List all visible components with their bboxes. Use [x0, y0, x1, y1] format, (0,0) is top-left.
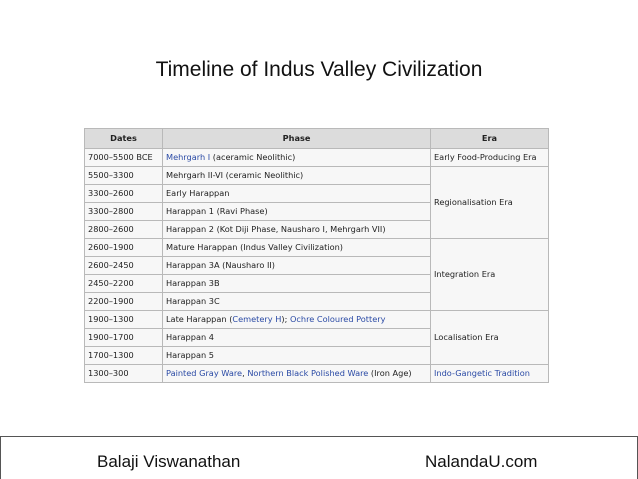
phase-text: Mature Harappan (Indus Valley Civilization)	[166, 242, 343, 252]
dates-cell: 2600–2450	[85, 257, 163, 275]
phase-cell	[163, 203, 431, 221]
dates-cell: 5500–3300	[85, 167, 163, 185]
footer-left-border	[0, 437, 1, 479]
dates-cell: 7000–5500 BCE	[85, 149, 163, 167]
phase-link[interactable]: Cemetery H	[232, 314, 282, 324]
phase-cell	[163, 239, 431, 257]
dates-cell: 1900–1700	[85, 329, 163, 347]
phase-cell	[163, 329, 431, 347]
era-cell	[431, 167, 549, 239]
era-label: Early Food-Producing Era	[434, 152, 537, 162]
timeline-table	[84, 128, 549, 383]
dates-cell: 1700–1300	[85, 347, 163, 365]
table-body	[85, 149, 549, 383]
phase-text: Late Harappan (	[166, 314, 233, 324]
phase-cell	[163, 167, 431, 185]
header-era: Era	[431, 129, 549, 149]
era-label: Integration Era	[434, 269, 496, 279]
era-cell	[431, 149, 549, 167]
table-row	[85, 365, 549, 383]
phase-cell	[163, 185, 431, 203]
table-row	[85, 311, 549, 329]
phase-cell	[163, 257, 431, 275]
phase-cell	[163, 365, 431, 383]
phase-text: Harappan 5	[166, 350, 214, 360]
footer-divider	[0, 436, 638, 437]
dates-cell: 2200–1900	[85, 293, 163, 311]
table-row	[85, 167, 549, 185]
phase-cell	[163, 149, 431, 167]
phase-text: Harappan 3B	[166, 278, 220, 288]
table-header-row	[85, 129, 549, 149]
phase-text: Harappan 3A (Nausharo II)	[166, 260, 275, 270]
phase-text: Harappan 4	[166, 332, 214, 342]
phase-cell	[163, 293, 431, 311]
phase-cell	[163, 221, 431, 239]
phase-text: Early Harappan	[166, 188, 230, 198]
phase-text: Mehrgarh II-VI (ceramic Neolithic)	[166, 170, 304, 180]
era-cell	[431, 311, 549, 365]
phase-text: ,	[242, 368, 248, 378]
phase-link[interactable]: Ochre Coloured Pottery	[289, 314, 386, 324]
phase-link[interactable]: Mehrgarh I	[166, 152, 211, 162]
table-row	[85, 239, 549, 257]
dates-cell: 3300–2800	[85, 203, 163, 221]
phase-link[interactable]: Northern Black Polished Ware	[247, 368, 369, 378]
phase-text: Harappan 1 (Ravi Phase)	[166, 206, 268, 216]
slide-title: Timeline of Indus Valley Civilization	[155, 58, 483, 81]
phase-cell	[163, 275, 431, 293]
phase-link[interactable]: Painted Gray Ware	[166, 368, 243, 378]
phase-cell	[163, 347, 431, 365]
dates-cell: 2450–2200	[85, 275, 163, 293]
phase-cell	[163, 311, 431, 329]
phase-text: Harappan 3C	[166, 296, 220, 306]
table-row	[85, 149, 549, 167]
era-cell	[431, 365, 549, 383]
footer-author: Balaji Viswanathan	[97, 452, 241, 471]
phase-text: );	[281, 314, 290, 324]
dates-cell: 1900–1300	[85, 311, 163, 329]
dates-cell: 2800–2600	[85, 221, 163, 239]
footer-site: NalandaU.com	[425, 452, 538, 471]
header-phase: Phase	[163, 129, 431, 149]
dates-cell: 1300–300	[85, 365, 163, 383]
era-label: Localisation Era	[434, 332, 499, 342]
dates-cell: 2600–1900	[85, 239, 163, 257]
phase-text: (aceramic Neolithic)	[210, 152, 296, 162]
era-label: Regionalisation Era	[434, 197, 513, 207]
phase-text: (Iron Age)	[368, 368, 412, 378]
dates-cell: 3300–2600	[85, 185, 163, 203]
era-link[interactable]: Indo-Gangetic Tradition	[434, 368, 530, 378]
phase-text: Harappan 2 (Kot Diji Phase, Nausharo I, Mehrgarh VII)	[166, 224, 386, 234]
era-cell	[431, 239, 549, 311]
header-dates: Dates	[85, 129, 163, 149]
timeline-table-container	[84, 128, 548, 383]
